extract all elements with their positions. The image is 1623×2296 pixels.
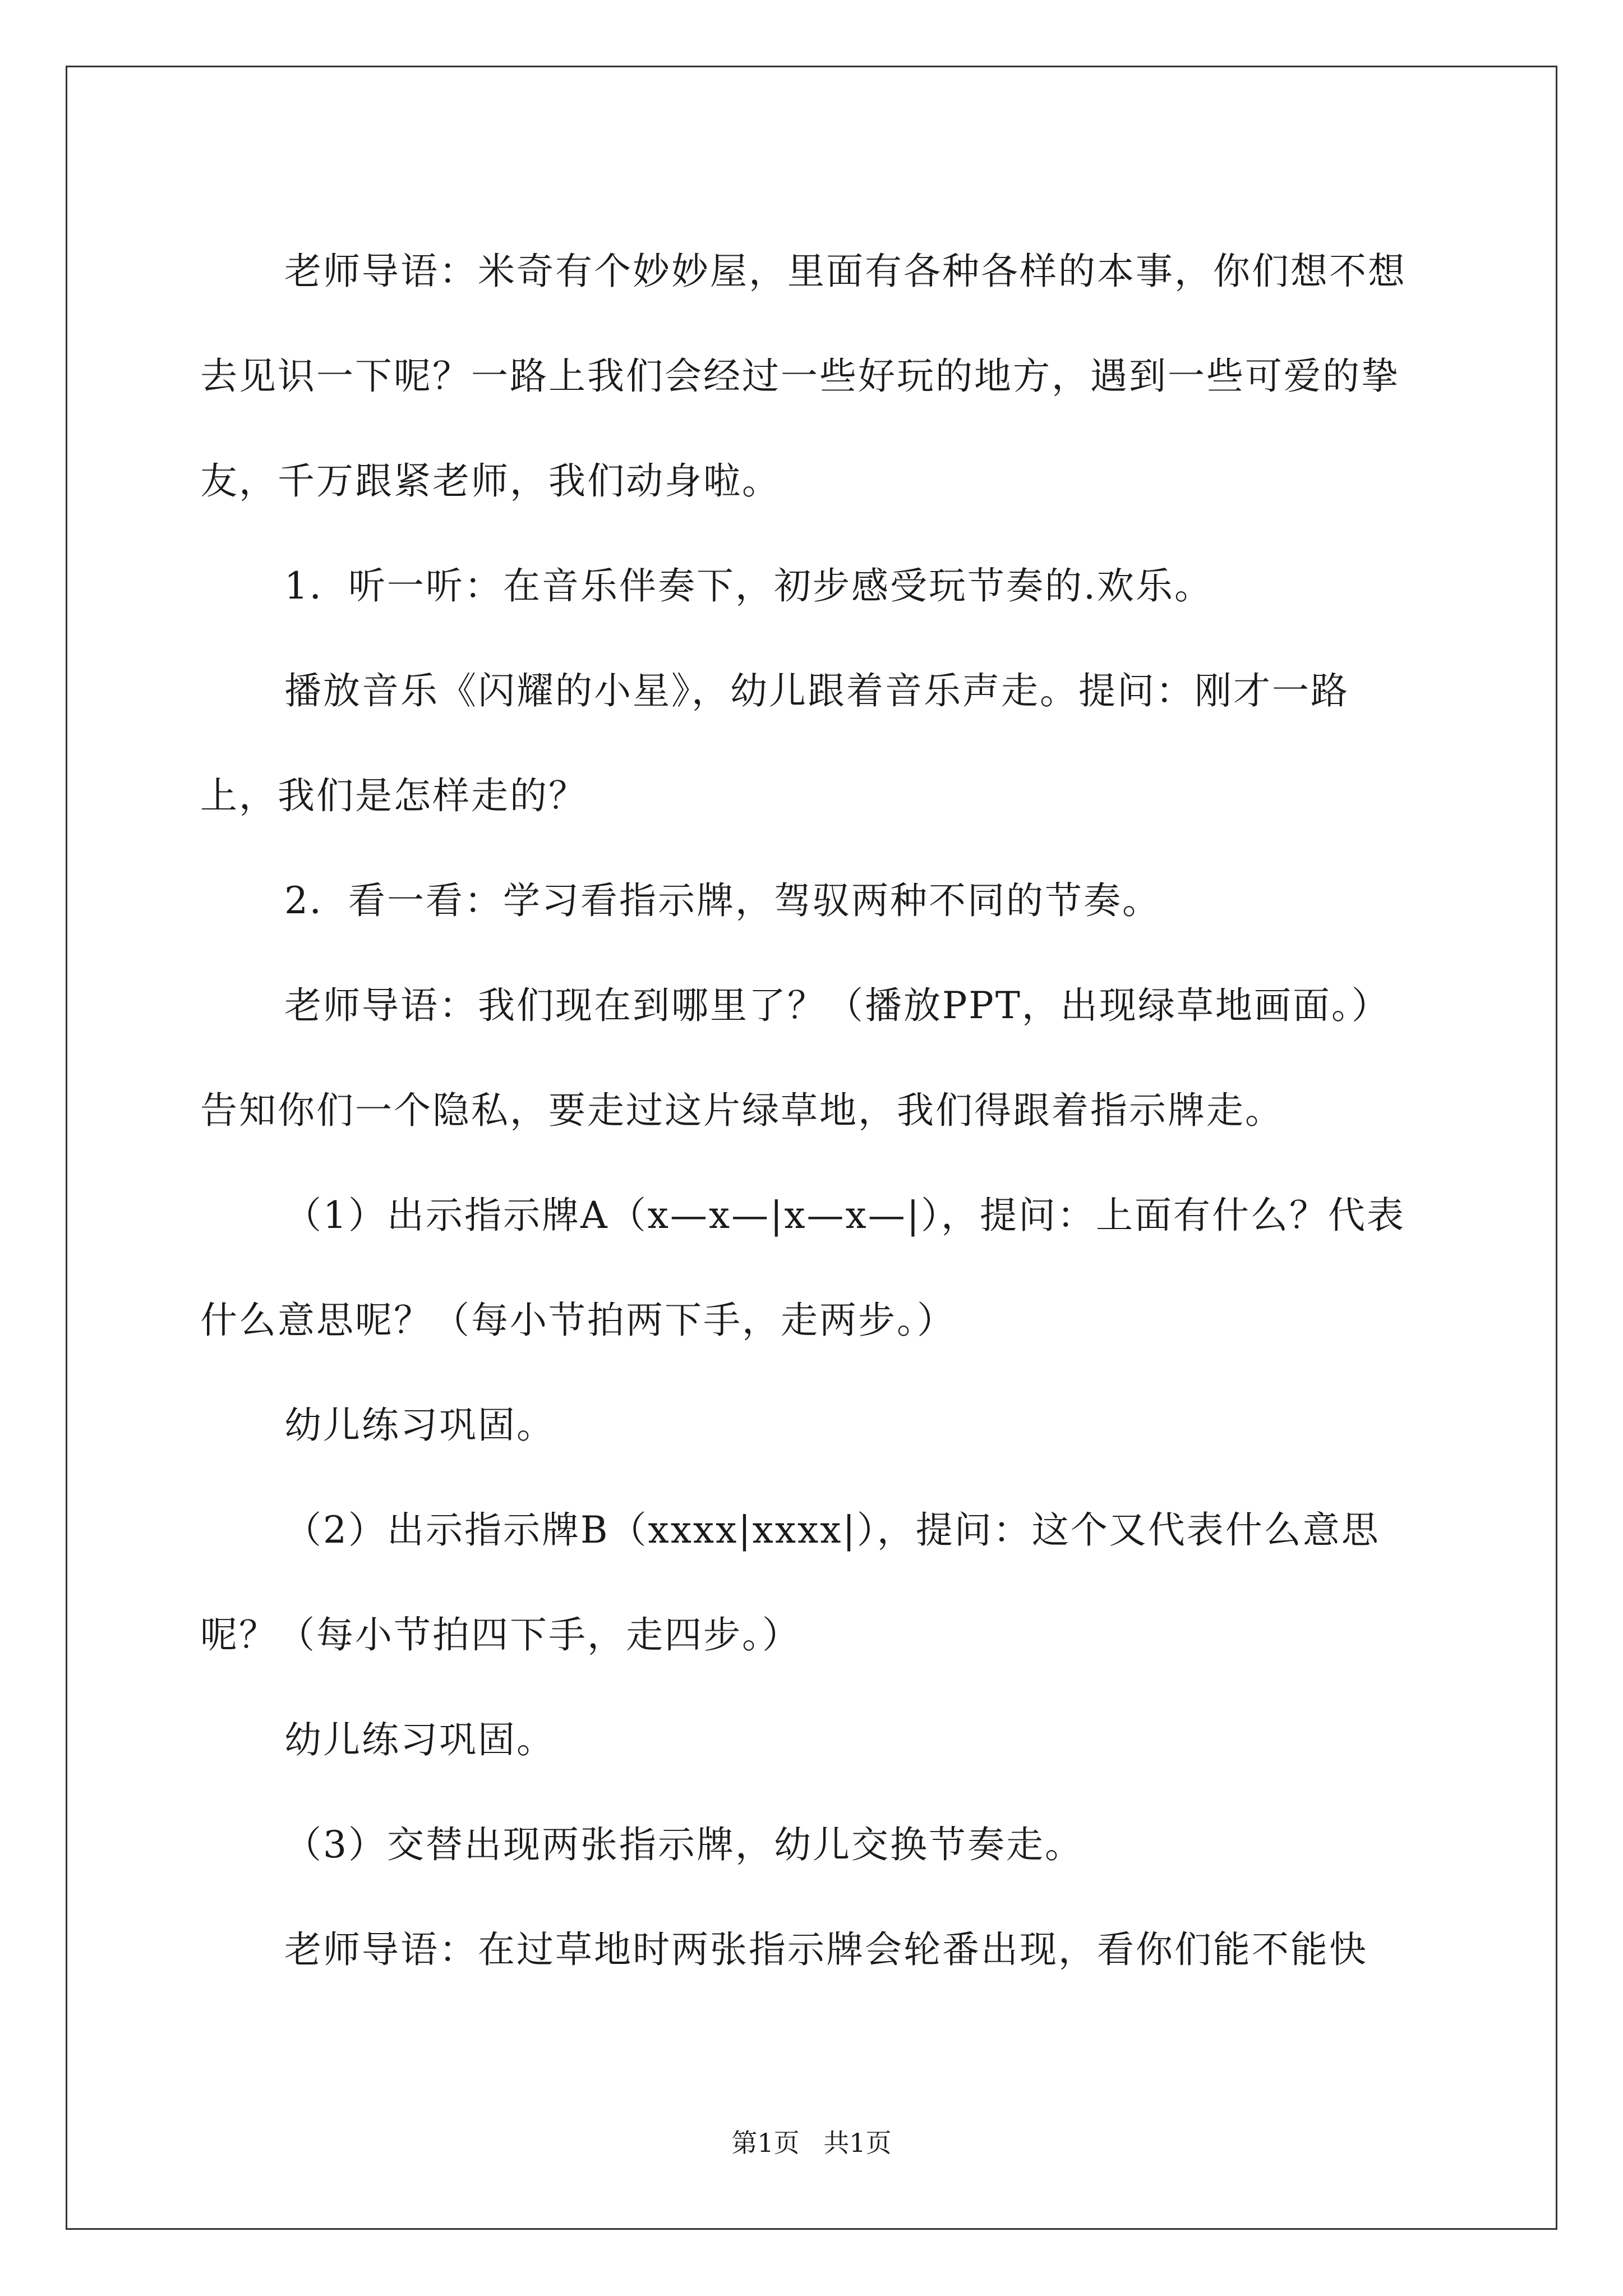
page-total: 共1页	[823, 2128, 892, 2158]
paragraph-sign-b: （2）出示指示牌B（xxxx|xxxx|），提问：这个又代表什么意思呢？（每小节拍四下手，走四步。）	[200, 1508, 1380, 1657]
paragraph-teacher-guide: 老师导语：我们现在到哪里了？（播放PPT，出现绿草地画面。）	[284, 984, 1390, 1027]
paragraph-sign-a: （1）出示指示牌A（x—x—|x—x—|），提问：上面有什么？代表什么意思呢？（每小节拍两下手，走两步。）	[200, 1194, 1406, 1342]
paragraph-practice-2: 幼儿练习巩固。	[284, 1718, 555, 1761]
paragraph-step-1: 1．听一听：在音乐伴奏下，初步感受玩节奏的.欢乐。	[284, 564, 1213, 608]
page-footer	[0, 2126, 1623, 2160]
paragraph-practice-1: 幼儿练习巩固。	[284, 1404, 555, 1447]
paragraph-secret: 告知你们一个隐私，要走过这片绿草地，我们得跟着指示牌走。	[200, 1089, 1284, 1132]
page-number: 第1页	[731, 2128, 800, 2158]
paragraph-intro: 老师导语：米奇有个妙妙屋，里面有各种各样的本事，你们想不想去见识一下呢？一路上我们会经过一些好玩的地方，遇到一些可爱的挚友，千万跟紧老师，我们动身啦。	[200, 250, 1407, 503]
paragraph-step-2: 2．看一看：学习看指示牌，驾驭两种不同的节奏。	[284, 879, 1161, 922]
paragraph-music: 播放音乐《闪耀的小星》，幼儿跟着音乐声走。提问：刚才一路上，我们是怎样走的？	[200, 669, 1349, 817]
document-body	[200, 219, 1423, 2002]
paragraph-teacher-guide-2: 老师导语：在过草地时两张指示牌会轮番出现，看你们能不能快	[284, 1928, 1368, 1971]
paragraph-alternate: （3）交替出现两张指示牌，幼儿交换节奏走。	[284, 1823, 1083, 1866]
